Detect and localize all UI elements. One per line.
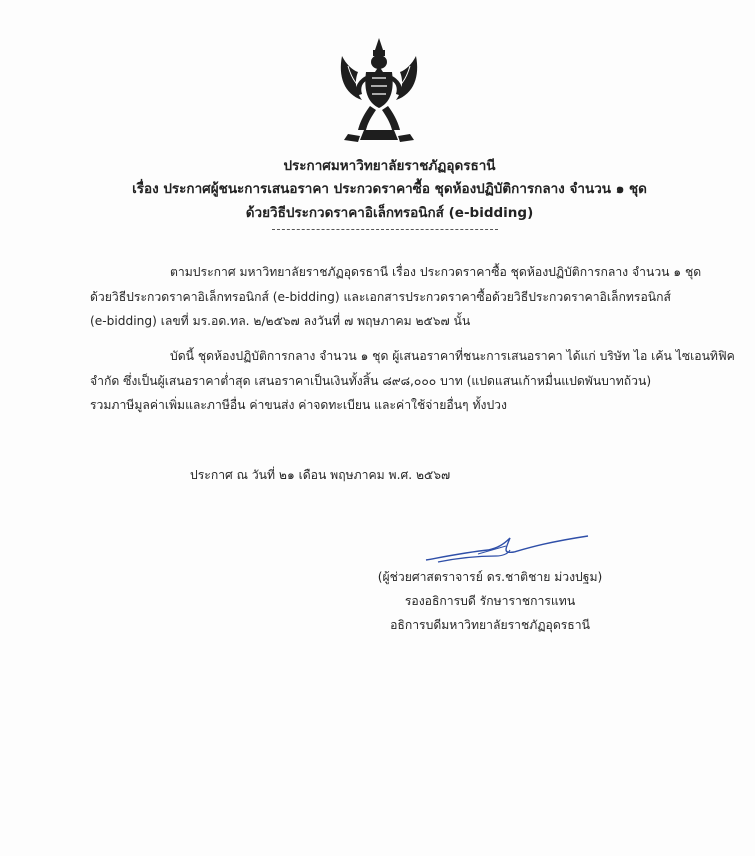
paragraph-line: (e-bidding) เลขที่ มร.อด.ทล. ๒/๒๕๖๗ ลงวันที่ ๗ พฤษภาคม ๒๕๖๗ นั้น [90, 314, 471, 328]
signatory-title: อธิการบดีมหาวิทยาลัยราชภัฏอุดรธานี [390, 618, 590, 632]
paragraph-line: บัดนี้ ชุดห้องปฏิบัติการกลาง จำนวน ๑ ชุด ผู้เสนอราคาที่ชนะการเสนอราคา ได้แก่ บริษัท ไอ เค้น ไซเอนทิฟิค [170, 349, 735, 363]
announcement-method: ด้วยวิธีประกวดราคาอิเล็กทรอนิกส์ (e-bidding) [245, 205, 534, 221]
title-divider [272, 229, 498, 230]
paragraph-line: จำกัด ซึ่งเป็นผู้เสนอราคาต่ำสุด เสนอราคาเป็นเงินทั้งสิ้น ๘๙๘,๐๐๐ บาท (แปดแสนเก้าหมื่นแปดพันบาทถ้วน) [90, 373, 652, 388]
signatory-position: รองอธิการบดี รักษาราชการแทน [404, 594, 576, 608]
announcement-title: ประกาศมหาวิทยาลัยราชภัฏอุดรธานี [283, 158, 496, 174]
announcement-date: ประกาศ ณ วันที่ ๒๑ เดือน พฤษภาคม พ.ศ. ๒๕๖๗ [190, 468, 451, 482]
announcement-subject: เรื่อง ประกาศผู้ชนะการเสนอราคา ประกวดราคาซื้อ ชุดห้องปฏิบัติการกลาง จำนวน ๑ ชุด [132, 181, 647, 197]
paragraph-line: รวมภาษีมูลค่าเพิ่มและภาษีอื่น ค่าขนส่ง ค่าจดทะเบียน และค่าใช้จ่ายอื่นๆ ทั้งปวง [90, 398, 507, 412]
paragraph-reference [90, 260, 730, 334]
paragraph-line: ด้วยวิธีประกวดราคาอิเล็กทรอนิกส์ (e-bidding) และเอกสารประกวดราคาซื้อด้วยวิธีประกวดราคาอิเล็กทรอนิกส์ [90, 289, 671, 304]
signatory-block [340, 565, 640, 637]
paragraph-winner [90, 344, 735, 418]
garuda-emblem-icon [334, 36, 424, 144]
signatory-name: (ผู้ช่วยศาสตราจารย์ ดร.ชาติชาย ม่วงปฐม) [377, 570, 603, 584]
paragraph-line: ตามประกาศ มหาวิทยาลัยราชภัฏอุดรธานี เรื่อง ประกวดราคาซื้อ ชุดห้องปฏิบัติการกลาง จำนวน ๑ ชุด [170, 265, 702, 279]
